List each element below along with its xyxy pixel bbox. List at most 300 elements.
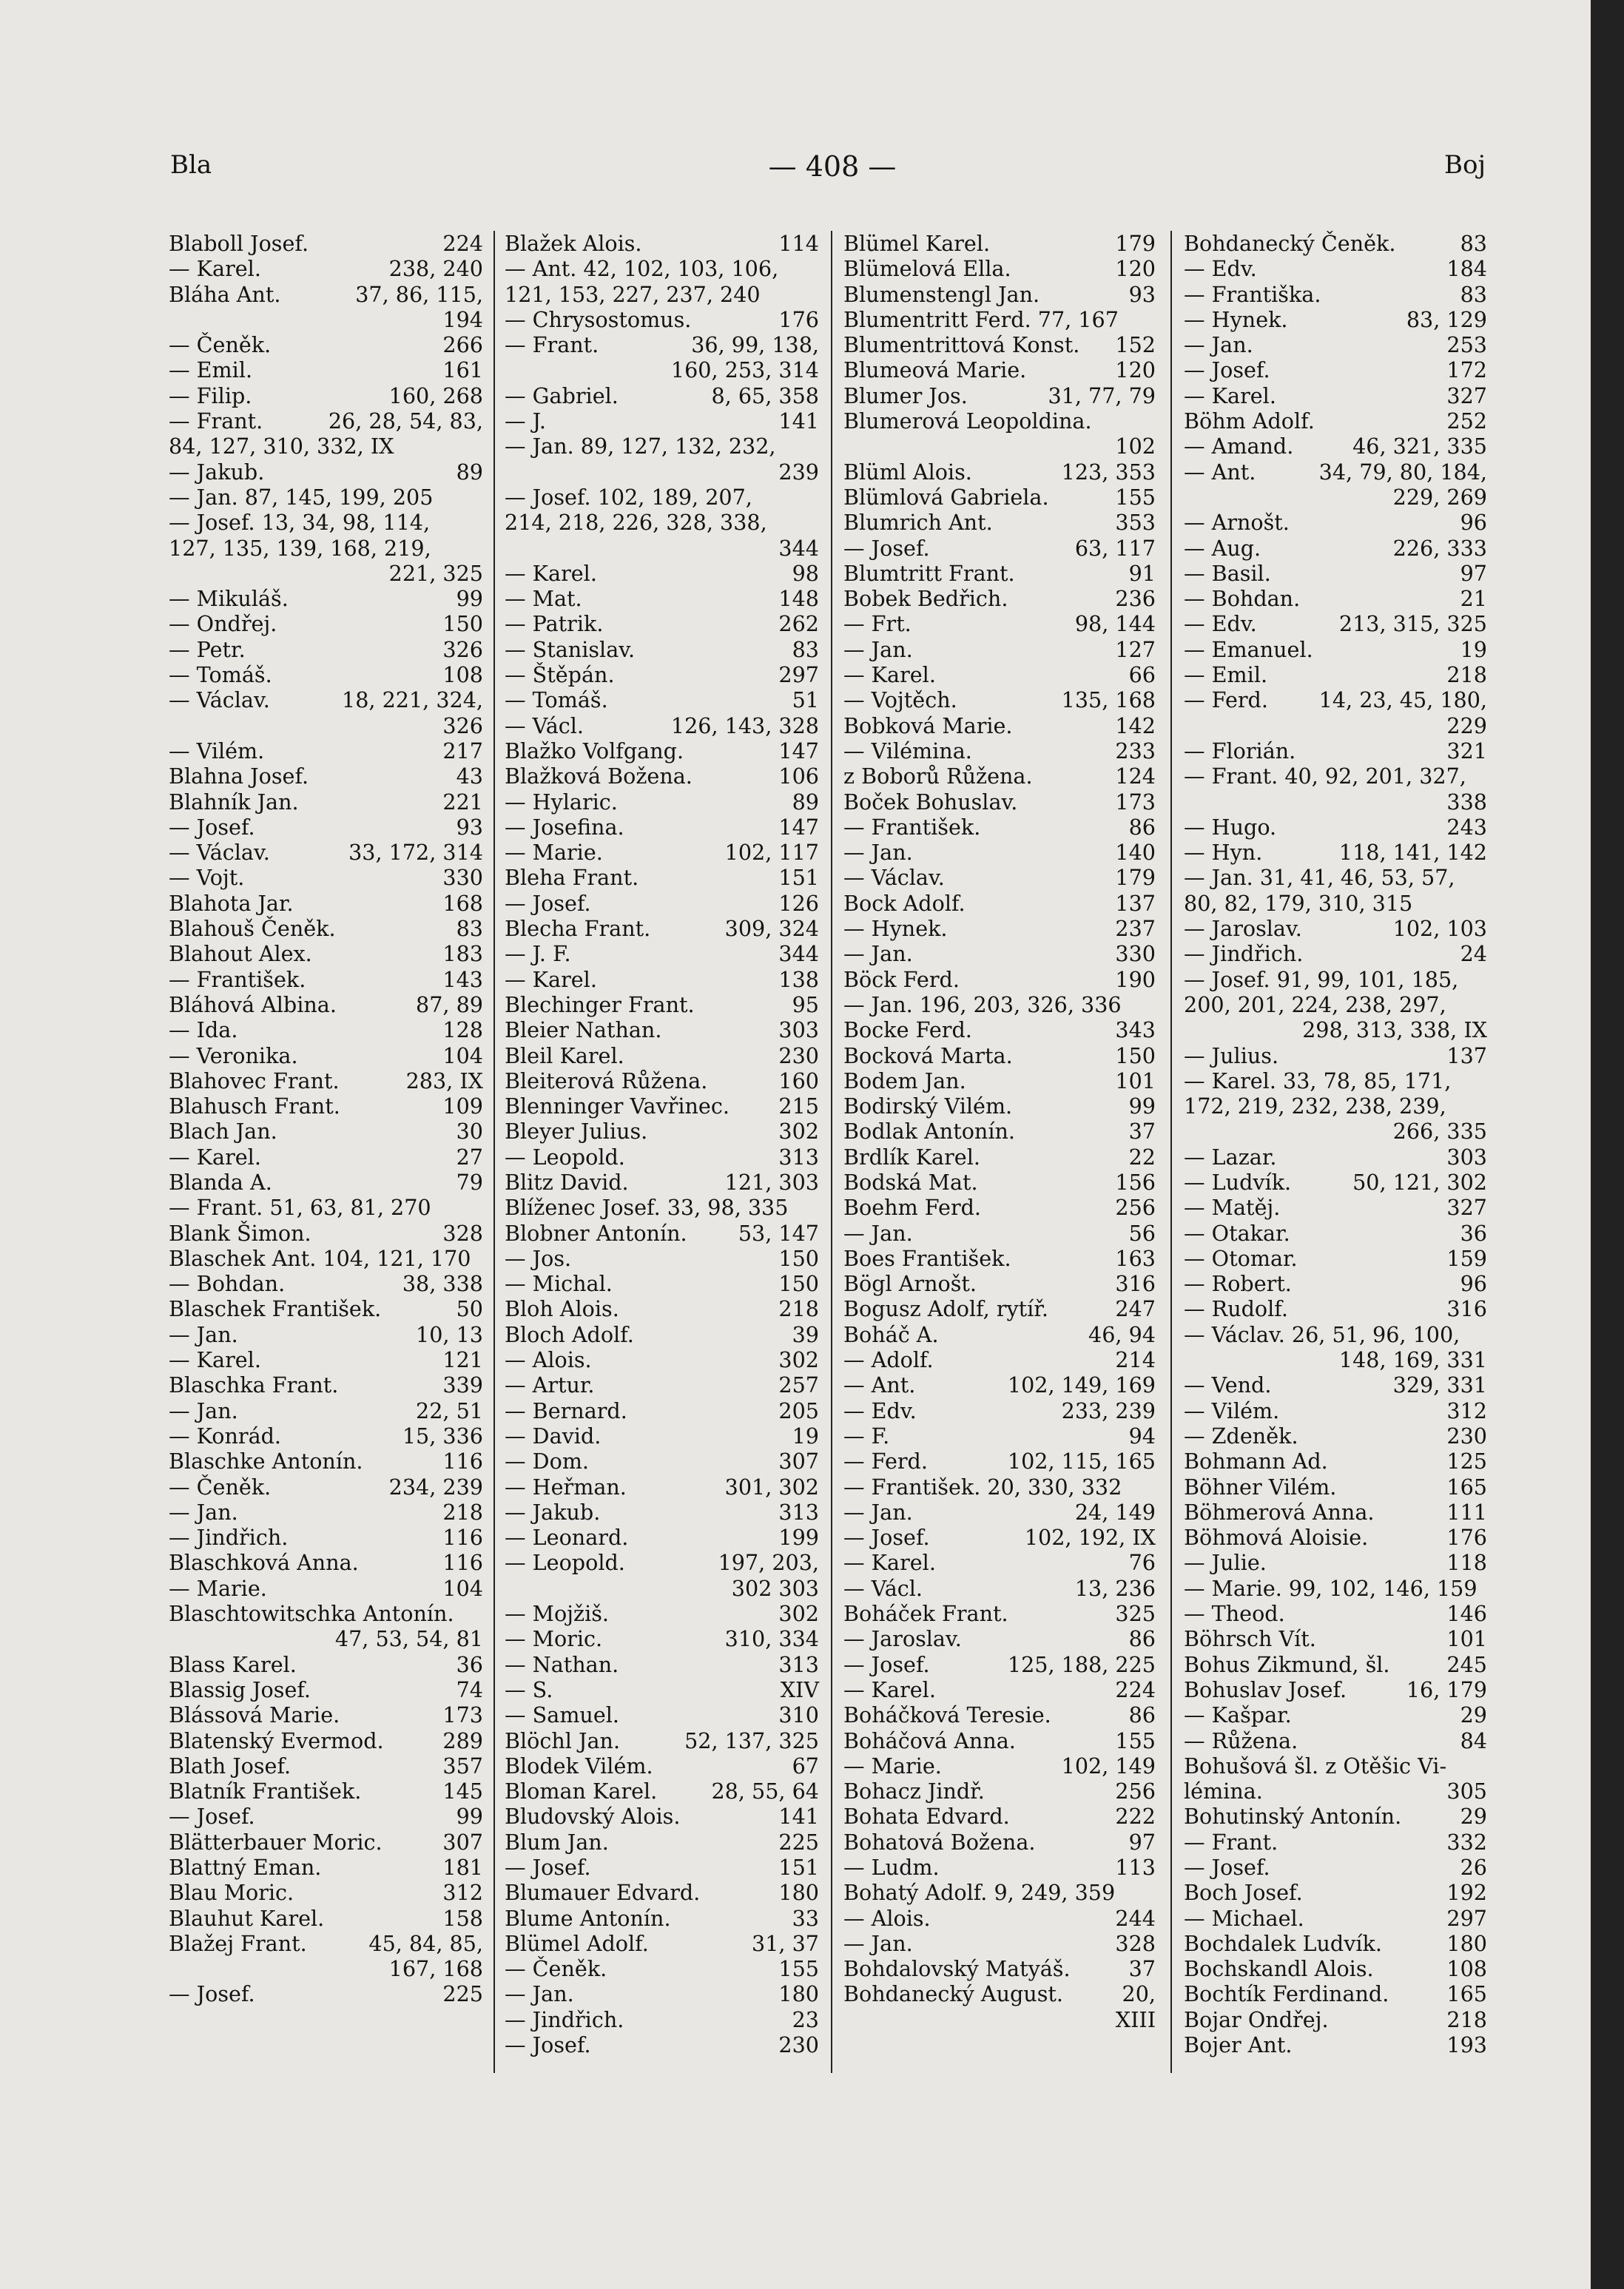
entry-pages: 127 [1115, 636, 1156, 662]
index-entry [843, 1652, 1156, 1677]
entry-pages: 116 [442, 1525, 483, 1551]
entry-pages: 150 [442, 611, 483, 637]
entry-name: Blümel Karel. [843, 231, 991, 256]
index-entry [1184, 383, 1487, 408]
index-entry [843, 687, 1156, 712]
index-entry [169, 637, 483, 662]
index-entry [843, 1195, 1156, 1220]
index-entry [1184, 789, 1487, 815]
entry-name: — Jan. [169, 1398, 238, 1423]
entry-name: Bohus Zikmund, šl. [1184, 1651, 1390, 1677]
index-entry [169, 510, 483, 535]
index-entry [843, 1221, 1156, 1246]
entry-name: — Bohdan. [169, 1271, 286, 1297]
entry-name: — Štěpán. [505, 662, 615, 688]
entry-name: — Veronika. [169, 1042, 298, 1068]
entry-pages: 179 [1115, 231, 1156, 256]
entry-pages: 148 [778, 586, 819, 612]
entry-pages: 36, 99, 138, [691, 332, 819, 358]
entry-name [505, 459, 530, 485]
entry-name [1184, 1119, 1209, 1144]
entry-pages: 298, 313, 338, IX [1302, 1017, 1487, 1043]
entry-pages: 37 [1128, 1119, 1156, 1144]
index-entry [505, 1652, 819, 1677]
index-entry [169, 1830, 483, 1855]
index-entry [169, 865, 483, 890]
entry-name: — Amand. [1184, 434, 1294, 459]
entry-pages: 147 [778, 738, 819, 763]
index-entry [1184, 282, 1487, 307]
entry-pages: 165 [1446, 1474, 1487, 1500]
index-entry [169, 1221, 483, 1246]
entry-name: Bohacz Jindř. [843, 1779, 985, 1804]
entry-pages: 245 [1446, 1651, 1487, 1677]
index-entry [169, 1550, 483, 1575]
index-entry [169, 459, 483, 485]
entry-pages: 252 [1446, 408, 1487, 434]
index-entry [843, 1322, 1156, 1347]
entry-name: Blobner Antonín. [505, 1220, 687, 1246]
entry-pages: 50, 121, 302 [1352, 1169, 1487, 1195]
entry-pages: 50 [456, 1296, 483, 1322]
index-entry [1184, 1601, 1487, 1626]
entry-pages: 307 [778, 1449, 819, 1474]
index-entry [843, 357, 1156, 382]
index-entry [505, 713, 819, 738]
index-entry [1184, 1068, 1487, 1093]
entry-pages: 39 [792, 1321, 819, 1347]
entry-name: 80, 82, 179, 310, 315 [1184, 890, 1413, 916]
index-entry [843, 1271, 1156, 1296]
index-column-4 [1184, 231, 1487, 2057]
index-entry [843, 510, 1156, 535]
index-entry [1184, 307, 1487, 332]
entry-pages: 238, 240 [388, 256, 483, 282]
entry-pages: 160 [778, 1068, 819, 1093]
entry-name [505, 357, 530, 382]
entry-name: — Hylaric. [505, 789, 618, 815]
entry-name: — Frant. 40, 92, 201, 327, [1184, 763, 1466, 789]
entry-pages: 36 [456, 1651, 483, 1677]
entry-name [1184, 713, 1209, 738]
entry-name: — Kašpar. [1184, 1702, 1292, 1728]
index-entry [1184, 1271, 1487, 1296]
entry-name: — Hugo. [1184, 814, 1277, 840]
index-entry [843, 1372, 1156, 1398]
index-entry [505, 789, 819, 815]
index-entry [169, 1956, 483, 1981]
entry-pages: 305 [1446, 1779, 1487, 1804]
index-entry [169, 1728, 483, 1753]
entry-name: Blanda A. [169, 1169, 272, 1195]
entry-name: Blümlová Gabriela. [843, 484, 1049, 510]
entry-name: — Josef. 91, 99, 101, 185, [1184, 966, 1459, 992]
entry-name [169, 561, 194, 586]
entry-name: — Josef. [169, 1981, 255, 2007]
entry-pages: 161 [442, 357, 483, 383]
entry-name: Blümel Adolf. [505, 1930, 649, 1956]
entry-pages: 218 [442, 1499, 483, 1525]
entry-name: — Mat. [505, 586, 582, 612]
entry-pages: 224 [442, 231, 483, 256]
index-entry [1184, 357, 1487, 382]
index-entry [169, 1626, 483, 1651]
entry-name: — Konrád. [169, 1423, 282, 1449]
index-entry [843, 1474, 1156, 1500]
index-entry [505, 1119, 819, 1144]
index-entry [843, 967, 1156, 992]
entry-pages: 247 [1115, 1296, 1156, 1322]
index-entry [505, 1246, 819, 1271]
entry-name: — Edv. [1184, 256, 1257, 282]
index-entry [169, 1423, 483, 1449]
index-entry [1184, 1119, 1487, 1144]
entry-pages: 63, 117 [1074, 535, 1156, 561]
entry-name: Bochskandl Alois. [1184, 1956, 1374, 1982]
entry-pages: 91 [1128, 560, 1156, 586]
entry-pages: 29 [1460, 1804, 1487, 1830]
entry-pages: 56 [1128, 1220, 1156, 1246]
entry-name: 200, 201, 224, 238, 297, [1184, 991, 1446, 1017]
entry-name: Bocková Marta. [843, 1042, 1013, 1068]
entry-name: — Jan. 89, 127, 132, 232, [505, 434, 776, 459]
entry-pages: 303 [778, 1017, 819, 1043]
entry-pages: 163 [1115, 1245, 1156, 1271]
entry-pages: 173 [442, 1702, 483, 1728]
entry-name: — Artur. [505, 1372, 595, 1398]
entry-name: — Ludvík. [1184, 1169, 1292, 1195]
running-head-right: Boj [1444, 150, 1486, 180]
entry-pages: 102, 103 [1392, 916, 1487, 942]
entry-pages: 221, 325 [388, 560, 483, 586]
entry-pages: 83 [1460, 231, 1487, 256]
entry-pages: 184 [1446, 256, 1487, 282]
entry-pages: 142 [1115, 712, 1156, 738]
entry-name: — Hynek. [1184, 306, 1288, 332]
index-entry [1184, 865, 1487, 890]
index-entry [505, 1728, 819, 1753]
index-entry [843, 1601, 1156, 1626]
entry-name: — Aug. [1184, 535, 1261, 561]
index-entry [1184, 1525, 1487, 1550]
entry-pages: 225 [442, 1981, 483, 2007]
index-entry [843, 231, 1156, 256]
entry-name: — Josef. [505, 890, 591, 916]
index-entry [169, 1144, 483, 1170]
entry-name: — Václ. [505, 712, 584, 738]
entry-name: — Jaroslav. [1184, 916, 1302, 942]
index-entry [505, 1981, 819, 2006]
entry-name: — Mojžiš. [505, 1601, 610, 1627]
entry-pages: 190 [1115, 966, 1156, 992]
entry-pages: 193 [1446, 2032, 1487, 2058]
entry-name: Blank Šimon. [169, 1220, 311, 1246]
entry-name: — Marie. [843, 1753, 942, 1779]
entry-pages: 233, 239 [1061, 1398, 1156, 1423]
entry-name: — Dom. [505, 1449, 590, 1474]
entry-name: Boch Josef. [1184, 1880, 1303, 1906]
entry-name: — Karel. [1184, 382, 1276, 408]
index-entry [169, 1322, 483, 1347]
entry-pages: 312 [442, 1880, 483, 1906]
entry-pages: 239 [778, 459, 819, 485]
entry-pages: 24 [1460, 941, 1487, 967]
entry-pages: 98 [792, 560, 819, 586]
entry-pages: 16, 179 [1406, 1676, 1487, 1702]
index-entry [843, 586, 1156, 611]
entry-name: — Čeněk. [169, 1474, 272, 1500]
entry-name: — Josefina. [505, 814, 624, 840]
entry-pages: 33 [792, 1905, 819, 1931]
entry-pages: 18, 221, 324, [342, 687, 483, 713]
entry-name: — Františka. [1184, 281, 1321, 307]
entry-pages: 138 [778, 966, 819, 992]
entry-pages: 218 [778, 1296, 819, 1322]
entry-name: — Leopold. [505, 1144, 625, 1170]
entry-name: Blümelová Ella. [843, 256, 1011, 282]
index-entry [843, 891, 1156, 916]
entry-name: Blatenský Evermod. [169, 1727, 384, 1753]
index-entry [505, 1500, 819, 1525]
index-entry [1184, 1144, 1487, 1170]
index-entry [505, 536, 819, 561]
entry-name: Blahusch Frant. [169, 1093, 340, 1119]
entry-name: — Jan. [169, 1321, 238, 1347]
entry-name: — J. F. [505, 941, 571, 967]
index-entry [1184, 1550, 1487, 1575]
entry-name: Brdlík Karel. [843, 1144, 980, 1170]
entry-pages: 297 [778, 662, 819, 688]
index-entry [1184, 1017, 1487, 1042]
entry-name [169, 1626, 194, 1651]
index-entry [843, 1855, 1156, 1880]
index-entry [1184, 1880, 1487, 1905]
entry-pages: 102 [1115, 434, 1156, 459]
entry-pages: 141 [778, 1804, 819, 1830]
entry-name: Bodem Jan. [843, 1068, 966, 1093]
entry-pages: 332 [1446, 1829, 1487, 1855]
entry-pages: 46, 94 [1088, 1321, 1156, 1347]
entry-name: 127, 135, 139, 168, 219, [169, 535, 431, 561]
entry-pages: 79 [456, 1169, 483, 1195]
index-entry [843, 1677, 1156, 1702]
index-entry [1184, 1449, 1487, 1474]
entry-name: — František. [843, 814, 981, 840]
index-entry [843, 1144, 1156, 1170]
entry-pages: 108 [1446, 1956, 1487, 1982]
entry-pages: 74 [456, 1676, 483, 1702]
entry-pages: 213, 315, 325 [1338, 611, 1487, 637]
entry-name: — Emil. [1184, 662, 1268, 688]
entry-name: Böhner Vilém. [1184, 1474, 1337, 1500]
index-entry [1184, 763, 1487, 789]
index-entry [843, 941, 1156, 966]
entry-pages: 313 [778, 1144, 819, 1170]
index-entry [169, 1398, 483, 1423]
index-entry [843, 789, 1156, 815]
entry-name [505, 536, 530, 561]
index-entry [1184, 992, 1487, 1017]
index-entry [505, 510, 819, 535]
entry-pages: 53, 147 [738, 1220, 819, 1246]
entry-pages: 312 [1446, 1398, 1487, 1423]
entry-name: — Theod. [1184, 1601, 1285, 1627]
entry-pages: 28, 55, 64 [711, 1779, 819, 1804]
index-entry [1184, 840, 1487, 865]
index-entry [169, 282, 483, 307]
index-entry [505, 2007, 819, 2032]
entry-name: — Frant. 51, 63, 81, 270 [169, 1195, 431, 1221]
entry-pages: 96 [1460, 510, 1487, 536]
index-entry [1184, 332, 1487, 357]
index-entry [505, 891, 819, 916]
index-entry [169, 1652, 483, 1677]
index-entry [505, 1779, 819, 1804]
index-entry [169, 586, 483, 611]
entry-name: — Karel. [169, 1144, 261, 1170]
index-entry [505, 434, 819, 459]
entry-name: — Petr. [169, 636, 246, 662]
entry-pages: 316 [1446, 1296, 1487, 1322]
entry-name: 172, 219, 232, 238, 239, [1184, 1093, 1446, 1119]
entry-pages: 99 [456, 1804, 483, 1830]
entry-name: Bodirský Vilém. [843, 1093, 1013, 1119]
index-entry [169, 1372, 483, 1398]
entry-pages: 236 [1115, 586, 1156, 612]
entry-name: Bojer Ant. [1184, 2032, 1293, 2058]
entry-pages: 237 [1115, 916, 1156, 942]
entry-name: 84, 127, 310, 332, IX [169, 434, 394, 459]
entry-pages: 135, 168 [1061, 687, 1156, 713]
entry-name: — Karel. [169, 256, 261, 282]
index-entry [843, 815, 1156, 840]
entry-pages: 302 [778, 1601, 819, 1627]
index-entry [843, 408, 1156, 434]
entry-pages: 123, 353 [1061, 459, 1156, 485]
entry-name [1184, 789, 1209, 815]
entry-name: Blahouš Čeněk. [169, 916, 336, 942]
index-entry [169, 992, 483, 1017]
entry-name: — Michael. [1184, 1905, 1304, 1931]
index-entry [169, 231, 483, 256]
entry-name: Blumenstengl Jan. [843, 281, 1040, 307]
entry-name: — Josef. [505, 1855, 591, 1880]
entry-name: — Karel. [505, 560, 597, 586]
index-entry [1184, 891, 1487, 916]
entry-pages: 114 [778, 231, 819, 256]
index-entry [169, 941, 483, 966]
entry-pages: 194 [442, 306, 483, 332]
entry-pages: 47, 53, 54, 81 [334, 1626, 483, 1652]
entry-name: Bludovský Alois. [505, 1804, 681, 1830]
index-entry [505, 1449, 819, 1474]
entry-name: Bohdanecký Čeněk. [1184, 231, 1396, 256]
entry-name: Boehm Ferd. [843, 1195, 982, 1221]
entry-name: Blahovec Frant. [169, 1068, 340, 1093]
index-entry [843, 332, 1156, 357]
entry-pages: 23 [792, 2006, 819, 2032]
index-entry [505, 1474, 819, 1500]
entry-pages: 192 [1446, 1880, 1487, 1906]
index-entry [1184, 1855, 1487, 1880]
entry-pages: 160, 253, 314 [670, 357, 819, 383]
entry-pages: 101 [1115, 1068, 1156, 1093]
entry-name: Böhmová Aloisie. [1184, 1525, 1369, 1551]
entry-name: Blumeová Marie. [843, 357, 1027, 383]
index-entry [843, 1398, 1156, 1423]
index-entry [1184, 434, 1487, 459]
entry-pages: 118, 141, 142 [1338, 840, 1487, 866]
entry-name: — Hyn. [1184, 840, 1263, 866]
entry-name: — Bernard. [505, 1398, 627, 1423]
entry-name: z Boborů Růžena. [843, 763, 1033, 789]
index-entry [169, 485, 483, 510]
index-entry [505, 1702, 819, 1727]
entry-pages: 102, 192, IX [1024, 1525, 1156, 1551]
index-entry [169, 1677, 483, 1702]
entry-pages: 230 [778, 1042, 819, 1068]
index-entry [169, 1500, 483, 1525]
entry-pages: 266, 335 [1392, 1119, 1487, 1144]
entry-name: Bloch Adolf. [505, 1321, 634, 1347]
entry-pages: 353 [1115, 510, 1156, 536]
entry-name: Blodek Vilém. [505, 1753, 653, 1779]
entry-name: — Edv. [843, 1398, 917, 1423]
entry-name: — Rudolf. [1184, 1296, 1288, 1322]
entry-name [505, 1576, 530, 1601]
index-entry [1184, 459, 1487, 485]
index-entry [1184, 1652, 1487, 1677]
entry-name: Blahout Alex. [169, 941, 312, 967]
index-entry [505, 1144, 819, 1170]
entry-name: Bloh Alois. [505, 1296, 619, 1322]
index-entry [169, 256, 483, 281]
index-entry [505, 2032, 819, 2057]
entry-name: — Vend. [1184, 1372, 1272, 1398]
index-column-3 [843, 231, 1156, 2032]
index-entry [1184, 637, 1487, 662]
entry-name: — Václav. [843, 865, 945, 891]
entry-pages: 156 [1115, 1169, 1156, 1195]
entry-pages: 111 [1446, 1499, 1487, 1525]
index-entry [843, 256, 1156, 281]
index-entry [169, 1880, 483, 1905]
entry-name: — Emanuel. [1184, 636, 1313, 662]
index-entry [169, 1449, 483, 1474]
index-column-2 [505, 231, 819, 2057]
index-entry [843, 1449, 1156, 1474]
index-entry [1184, 713, 1487, 738]
entry-pages: 109 [442, 1093, 483, 1119]
index-entry [505, 561, 819, 586]
entry-pages: 147 [778, 814, 819, 840]
entry-name: Böhm Adolf. [1184, 408, 1315, 434]
entry-pages: 205 [778, 1398, 819, 1423]
index-entry [505, 1068, 819, 1093]
entry-name: Bohdalovský Matyáš. [843, 1956, 1071, 1982]
entry-pages: 180 [778, 1981, 819, 2007]
entry-pages: 301, 302 [724, 1474, 819, 1500]
entry-name: — Leopold. [505, 1550, 625, 1576]
entry-name: — Karel. 33, 78, 85, 171, [1184, 1068, 1452, 1093]
index-entry [505, 1906, 819, 1931]
entry-name: — Jan. 87, 145, 199, 205 [169, 484, 434, 510]
scan-edge [1591, 0, 1624, 2289]
entry-pages: 120 [1115, 357, 1156, 383]
index-entry [1184, 916, 1487, 941]
entry-name: Boháčová Anna. [843, 1727, 1016, 1753]
running-head-left: Bla [170, 150, 212, 180]
